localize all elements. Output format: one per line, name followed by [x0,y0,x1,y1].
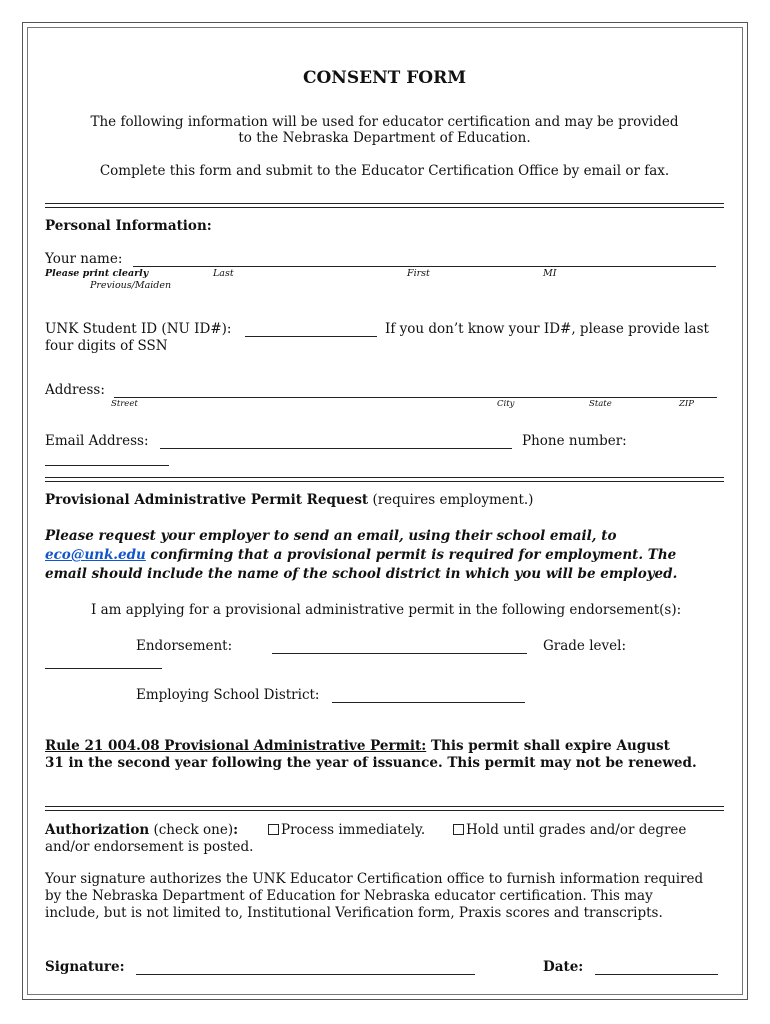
middle-initial-caption: MI [543,268,557,279]
intro-line-1: The following information will be used for educator certification and may be provided [90,114,679,130]
section-divider [45,477,724,482]
student-id-field[interactable] [245,336,377,337]
section-divider [45,203,724,208]
name-label: Your name: [45,251,123,267]
endorsement-label: Endorsement: [136,638,233,654]
hold-checkbox[interactable] [453,824,464,835]
signature-paragraph-1: Your signature authorizes the UNK Educator Certification office to furnish information required [45,871,704,887]
grade-level-field[interactable] [45,668,162,669]
authorization-row [45,822,238,838]
print-clearly-note: Please print clearly [45,268,149,279]
permit-heading-row [45,492,533,508]
ssn-note: four digits of SSN [45,338,168,354]
street-caption: Street [111,399,138,409]
signature-field[interactable] [136,974,475,975]
intro-line-3: Complete this form and submit to the Educator Certification Office by email or fax. [99,163,670,179]
email-field[interactable] [160,448,512,449]
previous-name-caption: Previous/Maiden [90,280,172,291]
check-one-note: (check one) [149,822,234,838]
state-caption: State [589,399,612,409]
first-name-caption: First [407,268,430,279]
last-name-caption: Last [213,268,234,279]
address-label: Address: [45,382,105,398]
rule-row [45,738,670,754]
name-field[interactable] [133,266,716,267]
signature-label: Signature: [45,959,125,975]
permit-instruction-2-row [45,547,676,563]
permit-instruction-2: confirming that a provisional permit is required for employment. The [145,547,677,563]
process-immediately-checkbox[interactable] [268,824,279,835]
city-caption: City [497,399,515,409]
signature-paragraph-3: include, but is not limited to, Institutional Verification form, Praxis scores and transcripts. [45,905,663,921]
endorsement-field[interactable] [272,653,527,654]
authorization-colon: : [233,822,239,838]
permit-instruction-1: Please request your employer to send an email, using their school email, to [45,528,617,544]
student-id-note: If you don’t know your ID#, please provide last [385,321,709,337]
district-label: Employing School District: [136,687,320,703]
date-field[interactable] [595,974,718,975]
permit-heading-note: (requires employment.) [372,492,534,508]
hold-label: Hold until grades and/or degree [466,822,687,838]
process-immediately-label: Process immediately. [281,822,426,838]
intro-line-2: to the Nebraska Department of Education. [238,130,531,146]
district-field[interactable] [332,702,525,703]
grade-level-label: Grade level: [543,638,626,654]
rule-text-1: This permit shall expire August [426,738,670,754]
applying-statement: I am applying for a provisional administrative permit in the following endorsement(s): [91,602,682,618]
hold-label-continued: and/or endorsement is posted. [45,839,254,855]
hold-option[interactable] [453,822,686,838]
phone-field[interactable] [45,465,169,466]
authorization-heading: Authorization [45,822,150,838]
signature-paragraph-2: by the Nebraska Department of Education for Nebraska educator certification. This may [45,888,653,904]
page-title: CONSENT FORM [302,68,467,88]
email-label: Email Address: [45,433,149,449]
address-field[interactable] [114,397,717,398]
student-id-label: UNK Student ID (NU ID#): [45,321,232,337]
phone-label: Phone number: [522,433,627,449]
process-immediately-option[interactable] [268,822,425,838]
permit-instruction-3: email should include the name of the school district in which you will be employed. [45,566,678,582]
permit-heading: Provisional Administrative Permit Request [45,492,369,508]
rule-text-2: 31 in the second year following the year of issuance. This permit may not be renewed. [45,755,697,771]
eco-email-link[interactable]: eco@unk.edu [45,547,146,563]
section-divider [45,806,724,811]
rule-label: Rule 21 004.08 Provisional Administrative Permit: [45,738,427,754]
date-label: Date: [543,959,584,975]
personal-info-heading: Personal Information: [45,218,212,234]
zip-caption: ZIP [679,399,694,409]
